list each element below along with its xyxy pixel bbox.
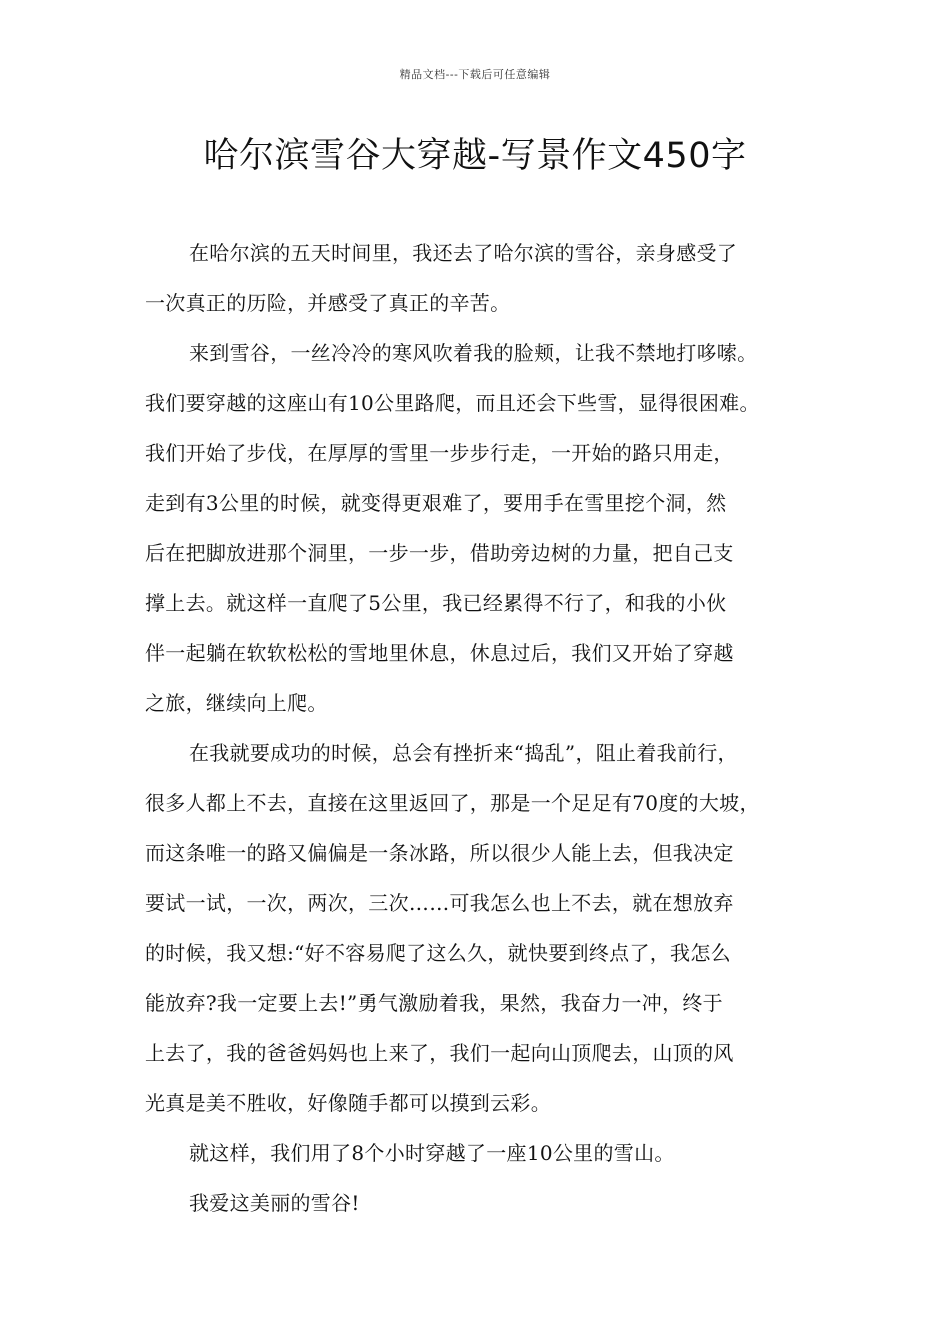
text-line-8: 撑上去。就这样一直爬了5公里，我已经累得不行了，和我的小伙 [145, 591, 727, 615]
text-line-6: 走到有3公里的时候，就变得更艰难了，要用手在雪里挖个洞，然 [145, 491, 727, 515]
text-line-19: 就这样，我们用了8个小时穿越了一座10公里的雪山。 [189, 1141, 675, 1165]
text-line-4: 我们要穿越的这座山有10公里路爬，而且还会下些雪，显得很困难。 [145, 391, 760, 415]
text-line-14: 要试一试，一次，两次，三次……可我怎么也上不去，就在想放弃 [145, 891, 734, 915]
text-line-10: 之旅，继续向上爬。 [145, 691, 328, 715]
text-line-16: 能放弃?我一定要上去!”勇气激励着我，果然，我奋力一冲，终于 [145, 991, 723, 1015]
text-line-11: 在我就要成功的时候，总会有挫折来“捣乱”，阻止着我前行， [189, 741, 738, 765]
header-note: 精品文档---下载后可任意编辑 [399, 68, 551, 81]
text-line-5: 我们开始了步伐，在厚厚的雪里一步步行走，一开始的路只用走， [145, 441, 734, 465]
text-line-18: 光真是美不胜收，好像随手都可以摸到云彩。 [145, 1091, 551, 1115]
text-line-9: 伴一起躺在软软松松的雪地里休息，休息过后，我们又开始了穿越 [145, 641, 734, 665]
text-line-3: 来到雪谷，一丝冷冷的寒风吹着我的脸颊，让我不禁地打哆嗦。 [189, 341, 758, 365]
text-line-1: 在哈尔滨的五天时间里，我还去了哈尔滨的雪谷，亲身感受了 [189, 241, 738, 265]
text-line-12: 很多人都上不去，直接在这里返回了，那是一个足足有70度的大坡， [145, 791, 760, 815]
text-line-13: 而这条唯一的路又偏偏是一条冰路，所以很少人能上去，但我决定 [145, 841, 734, 865]
text-line-7: 后在把脚放进那个洞里，一步一步，借助旁边树的力量，把自己支 [145, 541, 734, 565]
text-line-20: 我爱这美丽的雪谷! [189, 1191, 360, 1215]
text-line-15: 的时候，我又想:“好不容易爬了这么久，就快要到终点了，我怎么 [145, 941, 731, 965]
article-body [145, 228, 835, 1228]
text-line-17: 上去了，我的爸爸妈妈也上来了，我们一起向山顶爬去，山顶的风 [145, 1041, 734, 1065]
page-title: 哈尔滨雪谷大穿越-写景作文450字 [203, 136, 747, 176]
text-line-2: 一次真正的历险，并感受了真正的辛苦。 [145, 291, 511, 315]
